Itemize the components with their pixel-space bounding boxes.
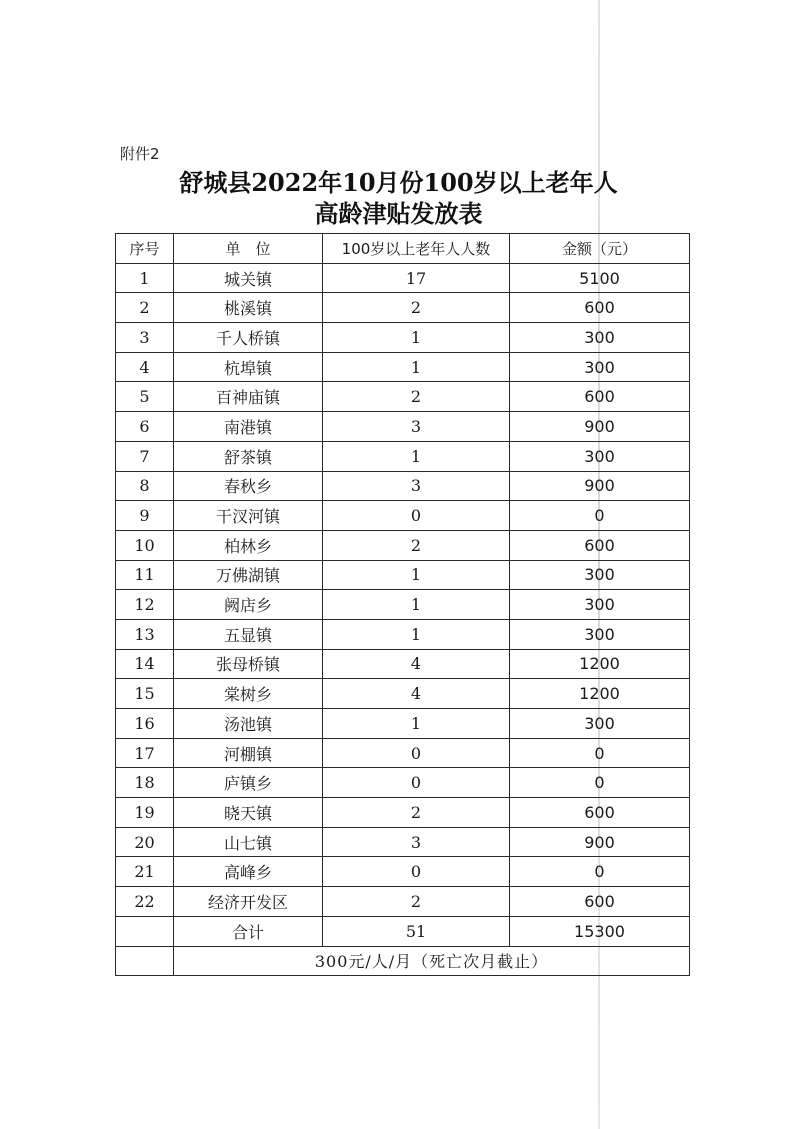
row-serial-number: 13 — [116, 619, 174, 649]
row-unit-name: 城关镇 — [174, 263, 323, 293]
table-row — [116, 590, 690, 620]
table-row — [116, 619, 690, 649]
row-unit-name: 春秋乡 — [174, 471, 323, 501]
row-amount: 300 — [510, 560, 690, 590]
row-serial-number: 16 — [116, 709, 174, 739]
row-amount: 300 — [510, 352, 690, 382]
total-row — [116, 916, 690, 946]
row-serial-number: 14 — [116, 649, 174, 679]
table-row — [116, 441, 690, 471]
row-elderly-count: 2 — [323, 382, 510, 412]
row-serial-number: 15 — [116, 679, 174, 709]
table-row — [116, 352, 690, 382]
row-amount: 300 — [510, 323, 690, 353]
table-body — [116, 263, 690, 916]
row-serial-number: 6 — [116, 412, 174, 442]
table-row — [116, 887, 690, 917]
table-row — [116, 798, 690, 828]
table-row — [116, 530, 690, 560]
table-row — [116, 293, 690, 323]
row-serial-number: 12 — [116, 590, 174, 620]
row-unit-name: 经济开发区 — [174, 887, 323, 917]
row-elderly-count: 0 — [323, 857, 510, 887]
row-elderly-count: 1 — [323, 352, 510, 382]
row-elderly-count: 2 — [323, 887, 510, 917]
row-unit-name: 庐镇乡 — [174, 768, 323, 798]
table-header-row — [116, 234, 690, 264]
row-elderly-count: 4 — [323, 679, 510, 709]
row-unit-name: 张母桥镇 — [174, 649, 323, 679]
row-amount: 300 — [510, 590, 690, 620]
row-serial-number: 1 — [116, 263, 174, 293]
row-amount: 0 — [510, 768, 690, 798]
header-elderly-count: 100岁以上老年人人数 — [323, 234, 510, 264]
subsidy-table — [115, 233, 690, 976]
row-unit-name: 棠树乡 — [174, 679, 323, 709]
row-elderly-count: 1 — [323, 323, 510, 353]
total-amount: 15300 — [510, 916, 690, 946]
row-elderly-count: 4 — [323, 649, 510, 679]
total-label: 合计 — [174, 916, 323, 946]
row-serial-number: 5 — [116, 382, 174, 412]
row-amount: 600 — [510, 887, 690, 917]
row-amount: 300 — [510, 441, 690, 471]
row-unit-name: 舒茶镇 — [174, 441, 323, 471]
total-empty-cell — [116, 916, 174, 946]
row-serial-number: 8 — [116, 471, 174, 501]
table-row — [116, 827, 690, 857]
row-amount: 1200 — [510, 649, 690, 679]
note-row — [116, 946, 690, 976]
row-elderly-count: 0 — [323, 738, 510, 768]
row-amount: 0 — [510, 857, 690, 887]
row-serial-number: 10 — [116, 530, 174, 560]
row-elderly-count: 0 — [323, 501, 510, 531]
document-title-line-1: 舒城县2022年10月份100岁以上老年人 — [179, 168, 618, 197]
row-unit-name: 百神庙镇 — [174, 382, 323, 412]
table-row — [116, 471, 690, 501]
table-row — [116, 768, 690, 798]
row-unit-name: 五显镇 — [174, 619, 323, 649]
row-unit-name: 杭埠镇 — [174, 352, 323, 382]
row-unit-name: 山七镇 — [174, 827, 323, 857]
subsidy-rate-note: 300元/人/月（死亡次月截止） — [174, 946, 690, 976]
table-row — [116, 560, 690, 590]
total-count: 51 — [323, 916, 510, 946]
row-elderly-count: 3 — [323, 827, 510, 857]
row-elderly-count: 1 — [323, 441, 510, 471]
row-amount: 900 — [510, 471, 690, 501]
header-serial-number: 序号 — [116, 234, 174, 264]
row-unit-name: 阙店乡 — [174, 590, 323, 620]
row-amount: 600 — [510, 382, 690, 412]
row-elderly-count: 3 — [323, 471, 510, 501]
document-title-line-2: 高龄津贴发放表 — [314, 199, 483, 228]
row-amount: 900 — [510, 827, 690, 857]
row-serial-number: 9 — [116, 501, 174, 531]
header-unit: 单 位 — [174, 234, 323, 264]
table-row — [116, 649, 690, 679]
table-row — [116, 709, 690, 739]
row-elderly-count: 2 — [323, 293, 510, 323]
row-elderly-count: 2 — [323, 530, 510, 560]
row-serial-number: 18 — [116, 768, 174, 798]
row-amount: 0 — [510, 738, 690, 768]
table-row — [116, 501, 690, 531]
row-serial-number: 4 — [116, 352, 174, 382]
row-serial-number: 17 — [116, 738, 174, 768]
row-elderly-count: 17 — [323, 263, 510, 293]
row-unit-name: 柏林乡 — [174, 530, 323, 560]
row-unit-name: 河棚镇 — [174, 738, 323, 768]
table-row — [116, 263, 690, 293]
row-serial-number: 7 — [116, 441, 174, 471]
row-unit-name: 干汊河镇 — [174, 501, 323, 531]
row-amount: 300 — [510, 619, 690, 649]
row-amount: 0 — [510, 501, 690, 531]
row-elderly-count: 2 — [323, 798, 510, 828]
table-row — [116, 738, 690, 768]
table-row — [116, 412, 690, 442]
row-elderly-count: 1 — [323, 560, 510, 590]
row-elderly-count: 1 — [323, 709, 510, 739]
row-amount: 1200 — [510, 679, 690, 709]
row-amount: 300 — [510, 709, 690, 739]
attachment-label: 附件2 — [120, 145, 160, 163]
row-elderly-count: 1 — [323, 619, 510, 649]
row-amount: 600 — [510, 293, 690, 323]
row-elderly-count: 1 — [323, 590, 510, 620]
table-row — [116, 382, 690, 412]
row-unit-name: 南港镇 — [174, 412, 323, 442]
header-amount: 金额（元） — [510, 234, 690, 264]
table-row — [116, 323, 690, 353]
row-serial-number: 19 — [116, 798, 174, 828]
row-elderly-count: 0 — [323, 768, 510, 798]
row-elderly-count: 3 — [323, 412, 510, 442]
row-serial-number: 3 — [116, 323, 174, 353]
row-amount: 900 — [510, 412, 690, 442]
row-serial-number: 20 — [116, 827, 174, 857]
note-empty-cell — [116, 946, 174, 976]
row-unit-name: 桃溪镇 — [174, 293, 323, 323]
row-serial-number: 11 — [116, 560, 174, 590]
row-unit-name: 千人桥镇 — [174, 323, 323, 353]
row-unit-name: 万佛湖镇 — [174, 560, 323, 590]
row-unit-name: 汤池镇 — [174, 709, 323, 739]
table-row — [116, 679, 690, 709]
row-amount: 600 — [510, 798, 690, 828]
row-serial-number: 22 — [116, 887, 174, 917]
row-amount: 600 — [510, 530, 690, 560]
row-unit-name: 高峰乡 — [174, 857, 323, 887]
row-amount: 5100 — [510, 263, 690, 293]
row-unit-name: 晓天镇 — [174, 798, 323, 828]
row-serial-number: 2 — [116, 293, 174, 323]
table-row — [116, 857, 690, 887]
row-serial-number: 21 — [116, 857, 174, 887]
